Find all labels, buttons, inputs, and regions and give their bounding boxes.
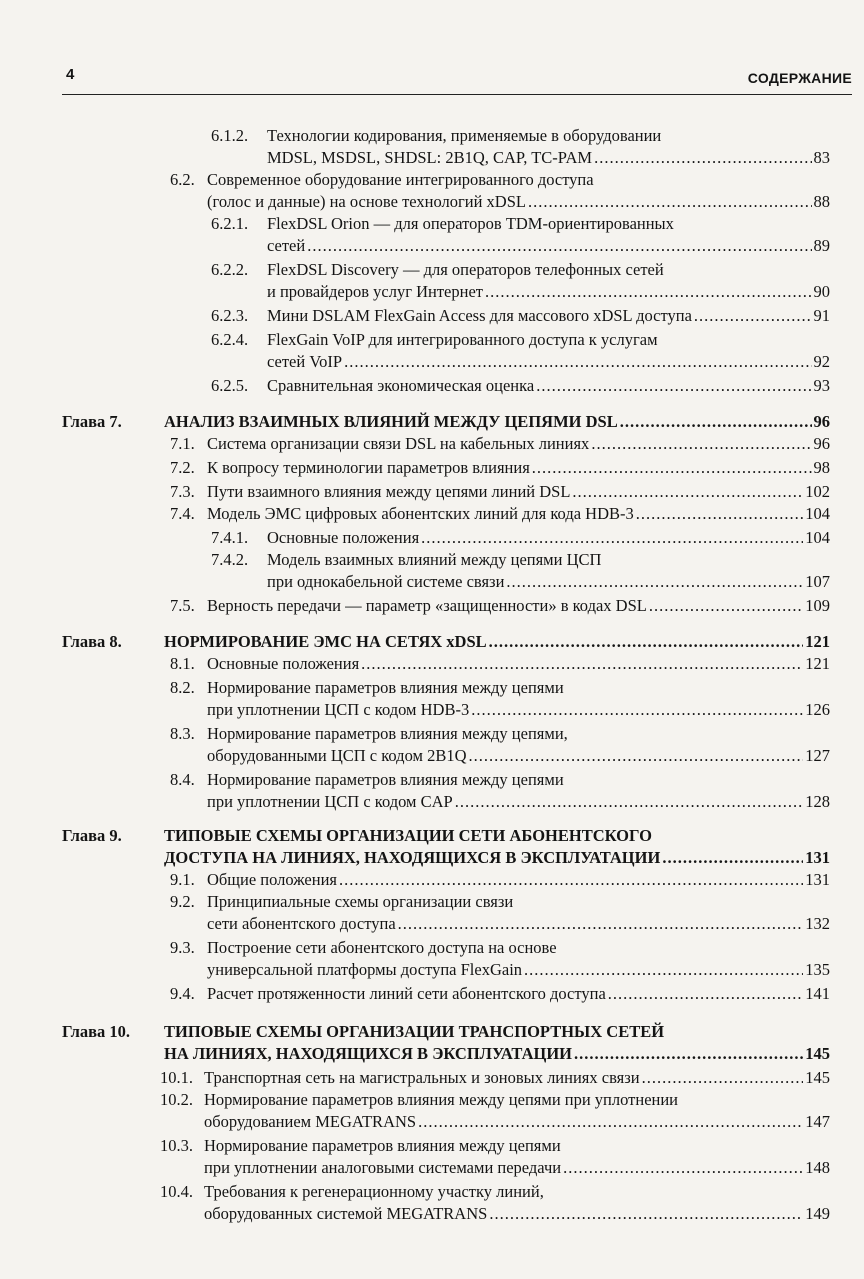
entry-title: при уплотнении ЦСП с кодом HDB-3 <box>207 700 470 719</box>
page-ref: 96 <box>813 412 830 431</box>
section-number: 6.2.2. <box>211 260 249 279</box>
entry-title: универсальной платформы доступа FlexGain <box>207 960 523 979</box>
entry-title: FlexDSL Discovery — для операторов телефонных сетей <box>267 260 664 279</box>
entry-title: Нормирование параметров влияния между цепями <box>207 770 564 789</box>
page-ref: 145 <box>805 1068 830 1087</box>
page-ref: 149 <box>805 1204 830 1223</box>
page-ref: 104 <box>805 504 830 523</box>
section-number: 10.2. <box>160 1090 193 1109</box>
toc-line <box>0 1203 864 1225</box>
page-ref: 127 <box>805 746 830 765</box>
entry-title: сетей <box>267 236 306 255</box>
entry-title: сетей VoIP <box>267 352 343 371</box>
page-ref: 145 <box>805 1044 830 1063</box>
section-number: 6.2.3. <box>211 306 249 325</box>
page-ref: 88 <box>813 192 830 211</box>
dot-leader <box>398 913 804 935</box>
dot-leader <box>563 1157 803 1179</box>
toc-line <box>0 433 864 455</box>
entry-title: Основные положения <box>207 654 360 673</box>
entry-title: Принципиальные схемы организации связи <box>207 892 514 911</box>
dot-leader <box>591 433 811 455</box>
dot-leader <box>642 1067 804 1089</box>
entry-title: Расчет протяженности линий сети абонентского доступа <box>207 984 606 1003</box>
dot-leader <box>489 1203 803 1225</box>
entry-title: Модель взаимных влияний между цепями ЦСП <box>267 550 602 569</box>
toc-line <box>0 631 864 653</box>
dot-leader <box>421 527 803 549</box>
entry-title: К вопросу терминологии параметров влияния <box>207 458 530 477</box>
toc-line <box>0 481 864 503</box>
section-number: 9.2. <box>170 892 195 911</box>
toc-line <box>0 281 864 303</box>
dot-leader <box>489 631 804 653</box>
toc-line <box>0 125 864 147</box>
section-number: 6.2. <box>170 170 195 189</box>
dot-leader <box>471 699 803 721</box>
section-number: 6.2.4. <box>211 330 249 349</box>
entry-title: Нормирование параметров влияния между цепями <box>207 678 564 697</box>
dot-leader <box>339 869 803 891</box>
dot-leader <box>594 147 811 169</box>
toc-line <box>0 305 864 327</box>
entry-title: Нормирование параметров влияния между цепями, <box>207 724 568 743</box>
dot-leader <box>485 281 812 303</box>
entry-title: (голос и данные) на основе технологий xDSL <box>207 192 526 211</box>
page-ref: 147 <box>805 1112 830 1131</box>
entry-title: Пути взаимного влияния между цепями линий DSL <box>207 482 571 501</box>
toc-line <box>0 571 864 593</box>
dot-leader <box>574 1043 803 1065</box>
toc-line <box>0 351 864 373</box>
page-ref: 121 <box>805 632 830 651</box>
toc-line <box>0 147 864 169</box>
entry-title: Технологии кодирования, применяемые в оборудовании <box>267 126 662 145</box>
entry-title: оборудованием MEGATRANS <box>204 1112 417 1131</box>
page-ref: 109 <box>805 596 830 615</box>
toc-line <box>0 1135 864 1157</box>
dot-leader <box>307 235 811 257</box>
section-number: 8.4. <box>170 770 195 789</box>
toc-line <box>0 1111 864 1133</box>
entry-title: при однокабельной системе связи <box>267 572 505 591</box>
dot-leader <box>532 457 812 479</box>
entry-title: НА ЛИНИЯХ, НАХОДЯЩИХСЯ В ЭКСПЛУАТАЦИИ <box>164 1044 573 1063</box>
page-ref: 131 <box>805 848 830 867</box>
toc-line <box>0 1181 864 1203</box>
dot-leader <box>662 847 803 869</box>
dot-leader <box>506 571 803 593</box>
entry-title: Современное оборудование интегрированного доступа <box>207 170 594 189</box>
page-ref: 93 <box>813 376 830 395</box>
page-ref: 126 <box>805 700 830 719</box>
entry-title: Верность передачи — параметр «защищенности» в кодах DSL <box>207 596 647 615</box>
dot-leader <box>620 411 812 433</box>
page-ref: 90 <box>813 282 830 301</box>
toc-line <box>0 375 864 397</box>
section-number: 10.4. <box>160 1182 193 1201</box>
entry-title: Мини DSLAM FlexGain Access для массового xDSL доступа <box>267 306 692 325</box>
toc-line <box>0 235 864 257</box>
section-number: 6.2.1. <box>211 214 249 233</box>
entry-title: Общие положения <box>207 870 337 889</box>
page-ref: 141 <box>805 984 830 1003</box>
toc-line <box>0 595 864 617</box>
page-ref: 102 <box>805 482 830 501</box>
toc-line <box>0 745 864 767</box>
section-number: 10.1. <box>160 1068 193 1087</box>
chapter-label: Глава 7. <box>62 412 122 431</box>
toc-line <box>0 825 864 847</box>
section-number: 6.1.2. <box>211 126 249 145</box>
toc-line <box>0 549 864 571</box>
dot-leader <box>361 653 803 675</box>
toc-line <box>0 329 864 351</box>
section-number: 7.4.1. <box>211 528 249 547</box>
dot-leader <box>694 305 812 327</box>
entry-title: сети абонентского доступа <box>207 914 396 933</box>
section-number: 9.3. <box>170 938 195 957</box>
toc-line <box>0 527 864 549</box>
entry-title: оборудованными ЦСП с кодом 2B1Q <box>207 746 467 765</box>
toc-line <box>0 213 864 235</box>
entry-title: FlexDSL Orion — для операторов TDM-ориентированных <box>267 214 674 233</box>
dot-leader <box>536 375 811 397</box>
page-ref: 91 <box>813 306 830 325</box>
entry-title: и провайдеров услуг Интернет <box>267 282 483 301</box>
entry-title: Система организации связи DSL на кабельных линиях <box>207 434 590 453</box>
section-number: 7.2. <box>170 458 195 477</box>
section-number: 9.1. <box>170 870 195 889</box>
dot-leader <box>608 983 803 1005</box>
chapter-label: Глава 8. <box>62 632 122 651</box>
entry-title: FlexGain VoIP для интегрированного доступа к услугам <box>267 330 658 349</box>
toc-line <box>0 191 864 213</box>
dot-leader <box>636 503 804 525</box>
entry-title: Транспортная сеть на магистральных и зоновых линиях связи <box>204 1068 640 1087</box>
section-number: 8.1. <box>170 654 195 673</box>
page-ref: 107 <box>805 572 830 591</box>
entry-title: ДОСТУПА НА ЛИНИЯХ, НАХОДЯЩИХСЯ В ЭКСПЛУАТАЦИИ <box>164 848 661 867</box>
toc-line <box>0 791 864 813</box>
page-ref: 128 <box>805 792 830 811</box>
toc-line <box>0 259 864 281</box>
section-number: 8.3. <box>170 724 195 743</box>
page-ref: 104 <box>805 528 830 547</box>
dot-leader <box>469 745 804 767</box>
page-ref: 98 <box>813 458 830 477</box>
toc-line <box>0 457 864 479</box>
entry-title: Нормирование параметров влияния между цепями при уплотнении <box>204 1090 679 1109</box>
section-number: 10.3. <box>160 1136 193 1155</box>
section-number: 7.5. <box>170 596 195 615</box>
page-ref: 148 <box>805 1158 830 1177</box>
entry-title: оборудованных системой MEGATRANS <box>204 1204 488 1223</box>
entry-title: при уплотнении ЦСП с кодом CAP <box>207 792 453 811</box>
toc-line <box>0 1043 864 1065</box>
entry-title: ТИПОВЫЕ СХЕМЫ ОРГАНИЗАЦИИ ТРАНСПОРТНЫХ СЕТЕЙ <box>164 1022 665 1041</box>
chapter-label: Глава 9. <box>62 826 122 845</box>
page-ref: 96 <box>813 434 830 453</box>
dot-leader <box>344 351 811 373</box>
entry-title: при уплотнении аналоговыми системами передачи <box>204 1158 562 1177</box>
page-ref: 131 <box>805 870 830 889</box>
toc-line <box>0 1067 864 1089</box>
page-ref: 83 <box>813 148 830 167</box>
toc-line <box>0 503 864 525</box>
dot-leader <box>572 481 803 503</box>
toc-line <box>0 983 864 1005</box>
section-number: 7.1. <box>170 434 195 453</box>
dot-leader <box>418 1111 803 1133</box>
dot-leader <box>455 791 804 813</box>
entry-title: MDSL, MSDSL, SHDSL: 2B1Q, CAP, TC-PAM <box>267 148 593 167</box>
toc-line <box>0 769 864 791</box>
toc-line <box>0 653 864 675</box>
toc-line <box>0 723 864 745</box>
dot-leader <box>524 959 803 981</box>
toc-line <box>0 891 864 913</box>
toc-line <box>0 1089 864 1111</box>
toc-line <box>0 411 864 433</box>
section-number: 7.4. <box>170 504 195 523</box>
dot-leader <box>528 191 812 213</box>
page-number: 4 <box>66 66 75 83</box>
toc-line <box>0 913 864 935</box>
entry-title: Нормирование параметров влияния между цепями <box>204 1136 561 1155</box>
page-ref: 89 <box>813 236 830 255</box>
toc-line <box>0 937 864 959</box>
section-number: 8.2. <box>170 678 195 697</box>
entry-title: ТИПОВЫЕ СХЕМЫ ОРГАНИЗАЦИИ СЕТИ АБОНЕНТСКОГО <box>164 826 652 845</box>
section-number: 9.4. <box>170 984 195 1003</box>
entry-title: Основные положения <box>267 528 420 547</box>
chapter-label: Глава 10. <box>62 1022 131 1041</box>
entry-title: Построение сети абонентского доступа на основе <box>207 938 557 957</box>
toc-line <box>0 847 864 869</box>
page-ref: 132 <box>805 914 830 933</box>
dot-leader <box>649 595 803 617</box>
entry-title: АНАЛИЗ ВЗАИМНЫХ ВЛИЯНИЙ МЕЖДУ ЦЕПЯМИ DSL <box>164 412 618 431</box>
entry-title: Модель ЭМС цифровых абонентских линий для кода HDB-3 <box>207 504 634 523</box>
toc-line <box>0 677 864 699</box>
section-number: 6.2.5. <box>211 376 249 395</box>
entry-title: Требования к регенерационному участку линий, <box>204 1182 544 1201</box>
toc-line <box>0 1157 864 1179</box>
toc-line <box>0 869 864 891</box>
entry-title: НОРМИРОВАНИЕ ЭМС НА СЕТЯХ xDSL <box>164 632 487 651</box>
page-ref: 92 <box>813 352 830 371</box>
toc-line <box>0 1021 864 1043</box>
entry-title: Сравнительная экономическая оценка <box>267 376 535 395</box>
page-ref: 121 <box>805 654 830 673</box>
toc-line <box>0 699 864 721</box>
section-title: СОДЕРЖАНИЕ <box>747 70 852 86</box>
page-ref: 135 <box>805 960 830 979</box>
section-number: 7.4.2. <box>211 550 249 569</box>
toc-line <box>0 169 864 191</box>
toc-line <box>0 959 864 981</box>
section-number: 7.3. <box>170 482 195 501</box>
